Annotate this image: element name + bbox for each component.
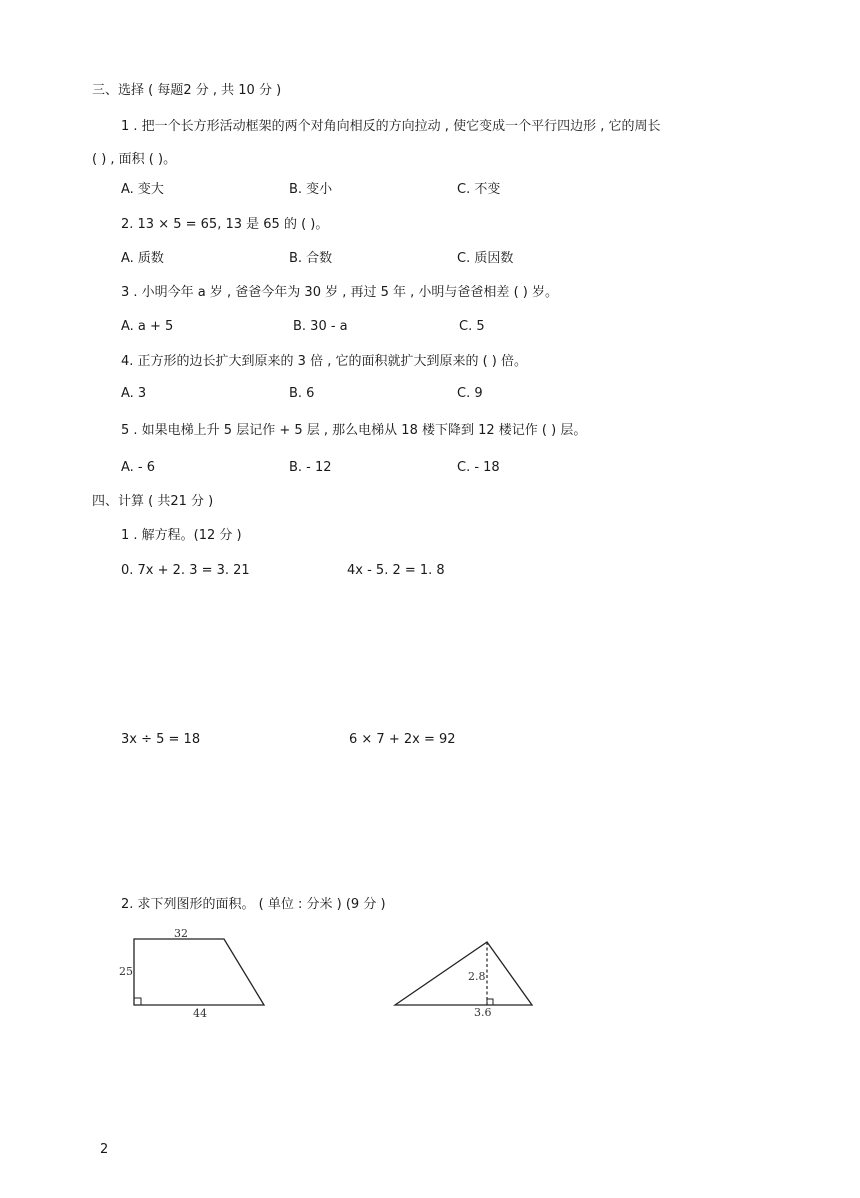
question-2-option-b: B. 合数 <box>289 251 333 266</box>
trapezoid-bottom-label: 44 <box>193 1007 207 1020</box>
question-4-text: 4. 正方形的边长扩大到原来的 3 倍 , 它的面积就扩大到原来的 ( ) 倍。 <box>121 354 528 369</box>
question-1-option-a: A. 变大 <box>121 182 164 197</box>
trapezoid-top-label: 32 <box>174 927 188 940</box>
equation-4: 6 × 7 + 2x = 92 <box>349 732 456 747</box>
question-3-option-b: B. 30 - a <box>293 319 348 334</box>
question-4-option-a: A. 3 <box>121 386 147 401</box>
question-5-option-a: A. - 6 <box>121 460 156 475</box>
question-5-text: 5 . 如果电梯上升 5 层记作 + 5 层 , 那么电梯从 18 楼下降到 12 楼记作 ( ) 层。 <box>121 423 587 438</box>
page-number: 2 <box>100 1142 109 1157</box>
question-5-option-b: B. - 12 <box>289 460 332 475</box>
question-1-line-2: ( ) , 面积 ( )。 <box>92 152 177 167</box>
question-3-option-a: A. a + 5 <box>121 319 174 334</box>
question-2-option-c: C. 质因数 <box>457 251 514 266</box>
equation-1: 0. 7x + 2. 3 = 3. 21 <box>121 563 250 578</box>
triangle-figure <box>390 934 540 1022</box>
question-5-option-c: C. - 18 <box>457 460 500 475</box>
area-question-title: 2. 求下列图形的面积。 ( 单位 : 分米 ) (9 分 ) <box>121 897 386 912</box>
question-1-option-b: B. 变小 <box>289 182 333 197</box>
triangle-base-label: 3.6 <box>474 1006 492 1019</box>
triangle-height-label: 2.8 <box>468 970 486 983</box>
question-3-text: 3 . 小明今年 a 岁 , 爸爸今年为 30 岁 , 再过 5 年 , 小明与爸爸相差 ( ) 岁。 <box>121 285 558 300</box>
trapezoid-figure <box>110 924 280 1022</box>
question-2-text: 2. 13 × 5 = 65, 13 是 65 的 ( )。 <box>121 217 329 232</box>
section-heading-choice: 三、选择 ( 每题2 分 , 共 10 分 ) <box>92 83 282 98</box>
question-4-option-c: C. 9 <box>457 386 483 401</box>
question-1-line-1: 1 . 把一个长方形活动框架的两个对角向相反的方向拉动 , 使它变成一个平行四边形 , 它的周长 <box>121 119 661 134</box>
section-heading-calculation: 四、计算 ( 共21 分 ) <box>92 494 214 509</box>
equation-3: 3x ÷ 5 = 18 <box>121 732 201 747</box>
trapezoid-side-label: 25 <box>119 965 133 978</box>
question-1-option-c: C. 不变 <box>457 182 501 197</box>
question-3-option-c: C. 5 <box>459 319 485 334</box>
solve-equations-title: 1 . 解方程。(12 分 ) <box>121 528 242 543</box>
question-4-option-b: B. 6 <box>289 386 315 401</box>
question-2-option-a: A. 质数 <box>121 251 164 266</box>
equation-2: 4x - 5. 2 = 1. 8 <box>347 563 445 578</box>
